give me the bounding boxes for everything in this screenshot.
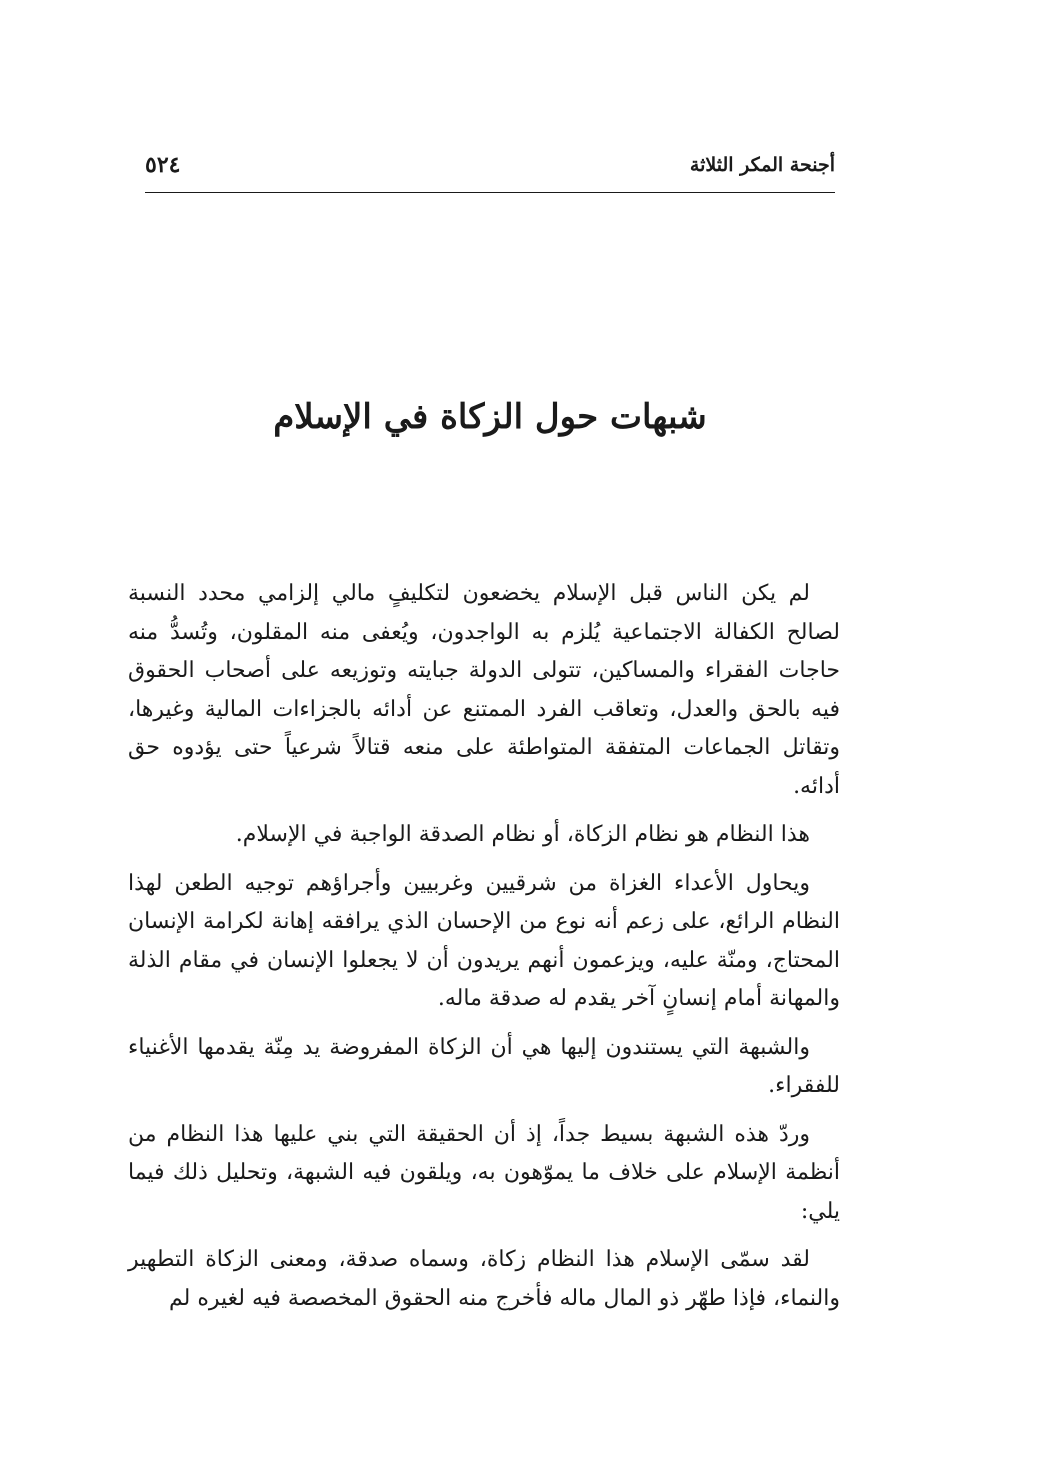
paragraph: لم يكن الناس قبل الإسلام يخضعون لتكليفٍ مالي إلزامي محدد النسبة لصالح الكفالة الاجتماعية يُلزم به الواجدون، ويُعفى منه المقلون، وتُسدُّ منه حاجات الفقراء والمساكين، تتولى الدولة جبايته وتوزيعه على أصحاب الحقوق فيه بالحق والعدل، وتعاقب الفرد الممتنع عن أدائه بالجزاءات المالية وغيرها، وتقاتل الجماعات المتفقة المتواطئة على منعه قتالاً شرعياً حتى يؤدوه حق أدائه. (128, 581, 840, 799)
page-number: ٥٢٤ (145, 152, 181, 178)
paragraph: لقد سمّى الإسلام هذا النظام زكاة، وسماه صدقة، ومعنى الزكاة التطهير والنماء، فإذا طهّر ذو المال ماله فأخرج منه الحقوق المخصصة فيه لغيره لم (128, 1247, 840, 1311)
body-text (128, 575, 840, 1328)
paragraph: وردّ هذه الشبهة بسيط جداً، إذ أن الحقيقة التي بني عليها هذا النظام من أنظمة الإسلام على خلاف ما يموّهون به، ويلقون فيه الشبهة، وتحليل ذلك فيما يلي: (128, 1121, 840, 1224)
header-rule (145, 192, 835, 193)
paragraph: هذا النظام هو نظام الزكاة، أو نظام الصدقة الواجبة في الإسلام. (235, 822, 810, 847)
paragraph: والشبهة التي يستندون إليها هي أن الزكاة المفروضة يد مِنّة يقدمها الأغنياء للفقراء. (128, 1034, 840, 1098)
chapter-title: شبهات حول الزكاة في الإسلام (273, 397, 707, 437)
running-title: أجنحة المكر الثلاثة (689, 154, 835, 176)
paragraph: ويحاول الأعداء الغزاة من شرقيين وغربيين وأجراؤهم توجيه الطعن لهذا النظام الرائع، على زعم أنه نوع من الإحسان الذي يرافقه إهانة لكرامة الإنسان المحتاج، ومنّة عليه، ويزعمون أنهم يريدون أن لا يجعلوا الإنسان في مقام الذلة والمهانة أمام إنسانٍ آخر يقدم له صدقة ماله. (128, 870, 840, 1011)
running-header (145, 150, 835, 190)
